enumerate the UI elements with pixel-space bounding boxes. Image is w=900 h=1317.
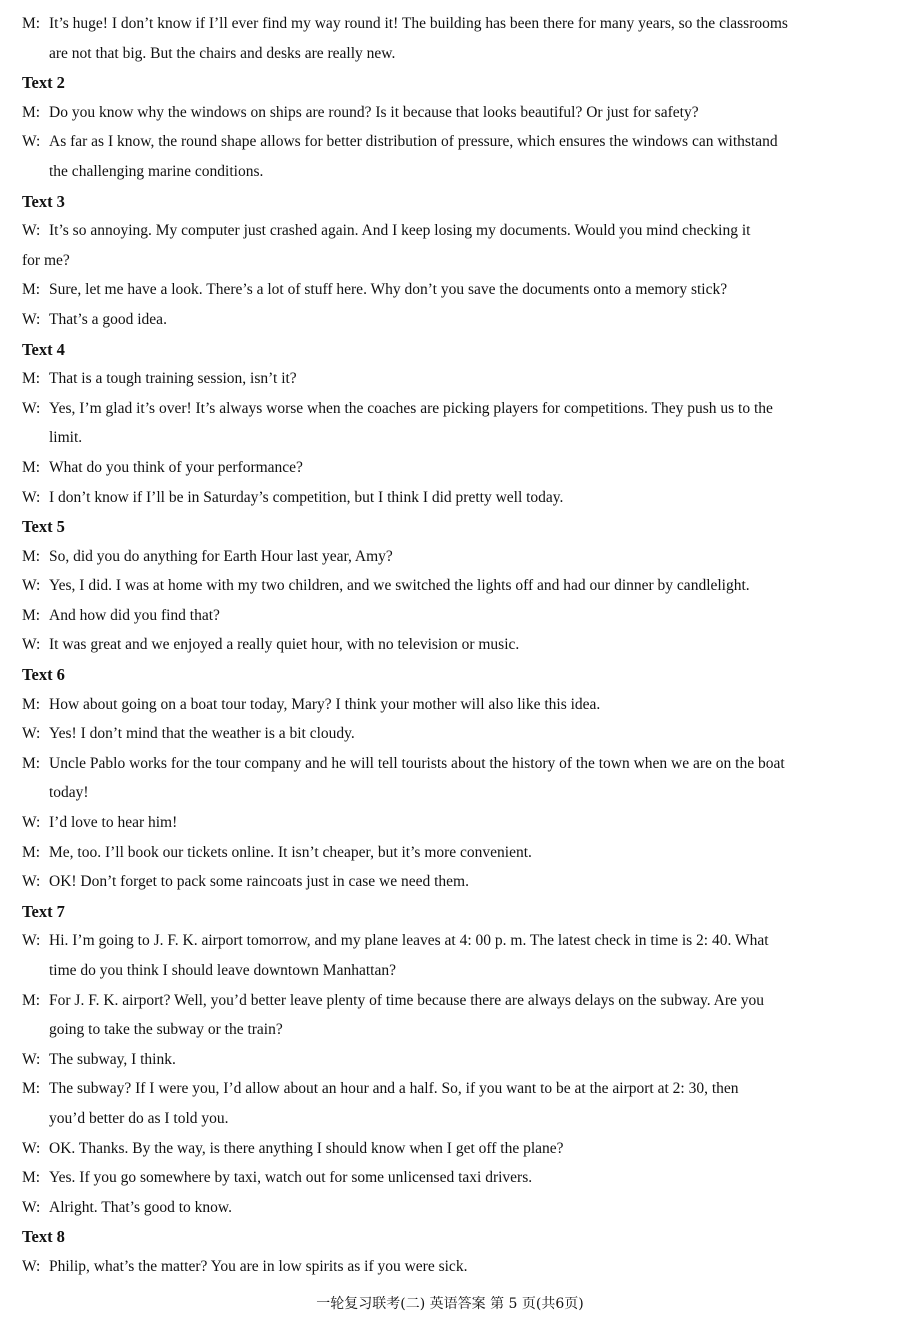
speaker-label: M: xyxy=(22,606,41,624)
speaker-label: M: xyxy=(22,547,41,565)
dialogue-line xyxy=(22,601,876,631)
section-heading: Text 7 xyxy=(22,901,65,921)
dialogue-text: It was great and we enjoyed a really quiet hour, with no television or music. xyxy=(49,636,520,654)
dialogue-text: For J. F. K. airport? Well, you’d better leave plenty of time because there are always delays on the subway. Are you xyxy=(49,991,765,1009)
dialogue-continuation: limit. xyxy=(49,429,83,447)
speaker-label: W: xyxy=(22,814,41,832)
dialogue-text: It’s huge! I don’t know if I’ll ever find my way round it! The building has been there for many years, so the classrooms xyxy=(49,15,788,32)
speaker-label: W: xyxy=(22,399,41,417)
dialogue-line xyxy=(22,719,876,749)
speaker-label: W: xyxy=(22,932,41,950)
dialogue-text: So, did you do anything for Earth Hour last year, Amy? xyxy=(49,547,393,565)
speaker-label: M: xyxy=(22,103,41,121)
speaker-label: W: xyxy=(22,577,41,595)
speaker-label: W: xyxy=(22,636,41,654)
dialogue-line xyxy=(22,394,876,424)
speaker-label: W: xyxy=(22,488,41,506)
speaker-label: W: xyxy=(22,725,41,743)
speaker-label: W: xyxy=(22,1198,41,1216)
speaker-label: W: xyxy=(22,1139,41,1157)
dialogue-text: OK! Don’t forget to pack some raincoats just in case we need them. xyxy=(49,873,469,891)
dialogue-continuation: today! xyxy=(49,784,89,802)
dialogue-line xyxy=(22,364,876,394)
speaker-label: W: xyxy=(22,1257,41,1275)
dialogue-line xyxy=(22,1252,876,1282)
document-body xyxy=(22,9,876,1282)
dialogue-line xyxy=(22,630,876,660)
speaker-label: M: xyxy=(22,843,41,861)
dialogue-line xyxy=(22,542,876,572)
section-heading: Text 5 xyxy=(22,517,65,537)
dialogue-line xyxy=(22,127,876,157)
dialogue-line xyxy=(22,838,876,868)
dialogue-line xyxy=(22,1074,876,1104)
speaker-label: M: xyxy=(22,458,41,476)
dialogue-line xyxy=(22,1045,876,1075)
dialogue-line xyxy=(22,216,876,246)
dialogue-text: Do you know why the windows on ships are round? Is it because that looks beautiful? Or just for safety? xyxy=(49,103,699,121)
dialogue-line xyxy=(22,986,876,1016)
dialogue-text: And how did you find that? xyxy=(49,606,220,624)
dialogue-line xyxy=(22,453,876,483)
dialogue-text: How about going on a boat tour today, Mary? I think your mother will also like this idea. xyxy=(49,695,601,713)
speaker-label: M: xyxy=(22,15,41,32)
dialogue-text: Alright. That’s good to know. xyxy=(49,1198,232,1216)
dialogue-text: As far as I know, the round shape allows for better distribution of pressure, which ensures the windows can withstand xyxy=(49,133,778,151)
dialogue-continuation: time do you think I should leave downtown Manhattan? xyxy=(49,962,396,979)
speaker-label: M: xyxy=(22,1169,41,1187)
speaker-label: M: xyxy=(22,370,41,388)
dialogue-text: Hi. I’m going to J. F. K. airport tomorrow, and my plane leaves at 4: 00 p. m. The latest check in time is 2: 40. What xyxy=(49,932,769,950)
dialogue-line xyxy=(22,483,876,513)
speaker-label: M: xyxy=(22,991,41,1009)
speaker-label: M: xyxy=(22,281,41,299)
speaker-label: W: xyxy=(22,222,41,240)
dialogue-line xyxy=(22,1193,876,1223)
speaker-label: W: xyxy=(22,1050,41,1068)
dialogue-text: It’s so annoying. My computer just crashed again. And I keep losing my documents. Would you mind checking it xyxy=(49,222,751,240)
dialogue-line xyxy=(22,690,876,720)
dialogue-line xyxy=(22,1163,876,1193)
speaker-label: W: xyxy=(22,873,41,891)
dialogue-continuation: for me? xyxy=(22,251,70,269)
dialogue-line xyxy=(22,867,876,897)
dialogue-text: Yes. If you go somewhere by taxi, watch out for some unlicensed taxi drivers. xyxy=(49,1169,533,1187)
dialogue-text: The subway, I think. xyxy=(49,1050,176,1068)
dialogue-text: Uncle Pablo works for the tour company and he will tell tourists about the history of the town when we are on the boat xyxy=(49,754,785,772)
speaker-label: M: xyxy=(22,695,41,713)
dialogue-text: OK. Thanks. By the way, is there anything I should know when I get off the plane? xyxy=(49,1139,564,1157)
dialogue-continuation: are not that big. But the chairs and desks are really new. xyxy=(49,44,396,62)
dialogue-text: What do you think of your performance? xyxy=(49,458,303,476)
dialogue-text: That is a tough training session, isn’t it? xyxy=(49,370,297,388)
dialogue-text: Me, too. I’ll book our tickets online. It isn’t cheaper, but it’s more convenient. xyxy=(49,843,532,861)
dialogue-text: Sure, let me have a look. There’s a lot of stuff here. Why don’t you save the documents onto a memory stick? xyxy=(49,281,728,299)
page-footer: 一轮复习联考(二) 英语答案 第 5 页(共6页) xyxy=(316,1296,584,1312)
dialogue-line xyxy=(22,926,876,956)
dialogue-continuation: going to take the subway or the train? xyxy=(49,1021,283,1039)
section-heading: Text 6 xyxy=(22,665,65,685)
dialogue-line xyxy=(22,571,876,601)
section-heading: Text 8 xyxy=(22,1227,65,1247)
dialogue-text: Yes! I don’t mind that the weather is a bit cloudy. xyxy=(49,725,355,743)
dialogue-text: Yes, I did. I was at home with my two children, and we switched the lights off and had our dinner by candlelight. xyxy=(49,577,750,595)
dialogue-text: Philip, what’s the matter? You are in low spirits as if you were sick. xyxy=(49,1257,468,1275)
speaker-label: M: xyxy=(22,1080,41,1098)
dialogue-line xyxy=(22,275,876,305)
section-heading: Text 3 xyxy=(22,191,65,211)
dialogue-line xyxy=(22,305,876,335)
speaker-label: M: xyxy=(22,754,41,772)
dialogue-line xyxy=(22,749,876,779)
dialogue-continuation: the challenging marine conditions. xyxy=(49,162,264,180)
section-heading: Text 4 xyxy=(22,339,65,359)
dialogue-text: That’s a good idea. xyxy=(49,310,167,328)
dialogue-text: I’d love to hear him! xyxy=(49,814,178,832)
dialogue-line xyxy=(22,808,876,838)
dialogue-line xyxy=(22,98,876,128)
speaker-label: W: xyxy=(22,133,41,151)
dialogue-text: I don’t know if I’ll be in Saturday’s competition, but I think I did pretty well today. xyxy=(49,488,564,506)
speaker-label: W: xyxy=(22,310,41,328)
dialogue-line xyxy=(22,1134,876,1164)
dialogue-text: Yes, I’m glad it’s over! It’s always worse when the coaches are picking players for competitions. They push us to the xyxy=(49,399,773,417)
dialogue-text: The subway? If I were you, I’d allow about an hour and a half. So, if you want to be at the airport at 2: 30, then xyxy=(49,1080,739,1098)
section-heading: Text 2 xyxy=(22,73,65,93)
dialogue-line xyxy=(22,9,876,39)
dialogue-continuation: you’d better do as I told you. xyxy=(49,1109,229,1127)
